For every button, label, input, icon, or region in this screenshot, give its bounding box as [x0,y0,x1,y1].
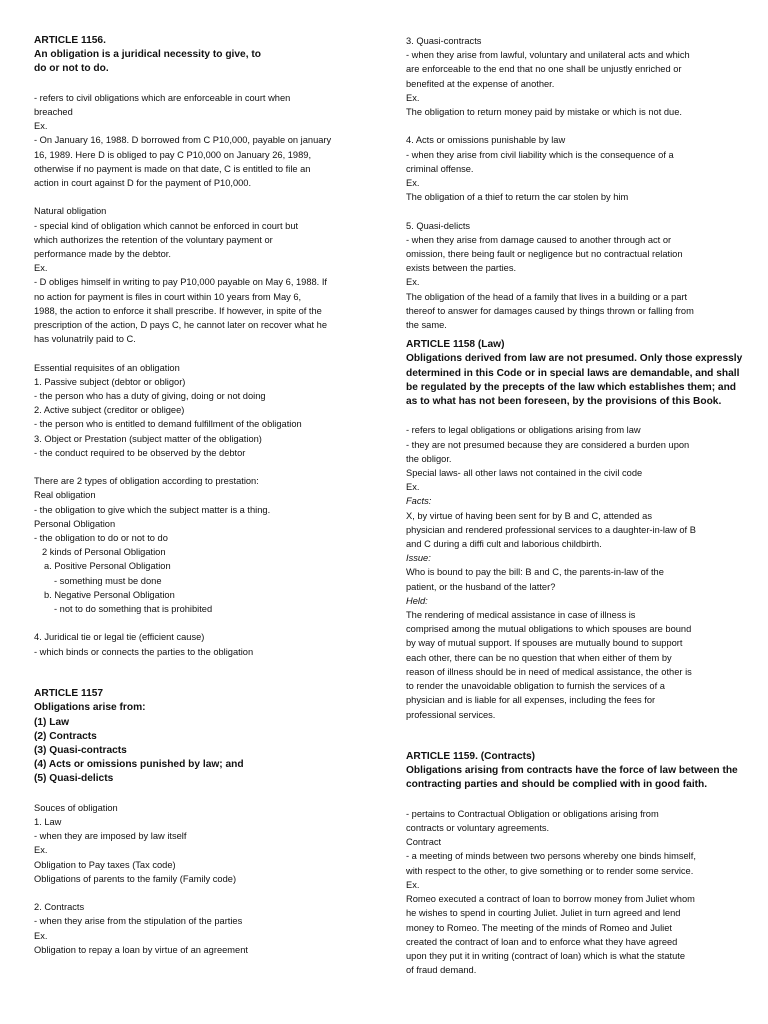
article-1157-heading: ARTICLE 1157 [34,688,104,700]
text-line: - which binds or connects the parties to the obligation [34,646,254,657]
text-line: no action for payment is files in court within 10 years from May 6, [34,291,302,302]
text-line: 4. Acts or omissions punishable by law [406,135,566,146]
text-line: - when they arise from lawful, voluntary and unilateral acts and which [406,50,690,61]
acts-omissions-section [406,133,738,204]
text-line: The obligation of the head of a family that lives in a building or a part [406,291,688,302]
text-line: Ex. [34,930,48,941]
text-line: Ex. [406,277,420,288]
natural-obligation-section [34,204,370,346]
text-line: - the person who has a duty of giving, doing or not doing [34,391,266,402]
contracts-source-section [34,900,370,957]
text-line: 2. Active subject (creditor or obligee) [34,405,185,416]
text-line: The obligation of a thief to return the car stolen by him [406,192,629,203]
text-line: - On January 16, 1988. D borrowed from C P10,000, payable on january [34,135,332,146]
text-line: - when they are imposed by law itself [34,831,187,842]
article-1156-heading: ARTICLE 1156. [34,35,106,46]
text-line: Ex. [406,482,420,493]
juridical-tie-section [34,630,370,658]
text-line: 1. Passive subject (debtor or obligor) [34,376,186,387]
text-line: - when they arise from the stipulation of the parties [34,916,243,927]
article-text-line: (4) Acts or omissions punished by law; and [34,759,244,771]
article-1157-section [34,687,370,786]
text-line: 4. Juridical tie or legal tie (efficient cause) [34,632,205,643]
text-line: - when they arise from civil liability which is the consequence of a [406,149,674,160]
sources-section [34,801,370,886]
text-line: - not to do something that is prohibited [54,604,213,615]
text-line: 2 kinds of Personal Obligation [42,547,166,558]
text-line: breached [34,107,73,117]
text-line: 1988, the action to enforce it shall prescribe. If however, in spite of the [34,305,322,316]
article-1156-text-line: An obligation is a juridical necessity to give, to [34,49,262,61]
text-line: Ex. [34,263,48,274]
section-heading: Natural obligation [34,206,107,217]
text-line: Real obligation [34,490,96,501]
text-line: b. Negative Personal Obligation [44,589,175,600]
issue-label: Issue: [406,553,431,564]
text-line: action in court against D for the payment of P10,000. [34,178,252,189]
text-line: - refers to legal obligations or obligations arising from law [406,425,641,436]
text-line: 5. Quasi-delicts [406,220,471,231]
text-line: professional services. [406,709,496,720]
text-line: a. Positive Personal Obligation [44,561,171,572]
text-line: comprised among the mutual obligations to which spouses are bound [406,624,692,635]
article-text-line: (1) Law [34,716,70,728]
text-line: contracts or voluntary agreements. [406,823,550,834]
facts-label: Facts: [406,496,432,507]
text-line: There are 2 types of obligation according to prestation: [34,476,259,487]
article-1158-section [406,338,743,409]
text-line: Who is bound to pay the bill: B and C, the parents-in-law of the [406,567,664,578]
text-line: - a meeting of minds between two persons whereby one binds himself, [406,851,696,862]
article-text-line: contracting parties and should be complied with in good faith. [406,779,708,791]
text-line: Contract [406,837,442,848]
contractual-obligation-section [406,807,738,977]
text-line: - the conduct required to be observed by the debtor [34,447,246,458]
article-text-line: Obligations derived from law are not presumed. Only those expressly [406,353,743,365]
text-line: the obligor. [406,453,452,464]
text-line: he wishes to spend in courting Juliet. Juliet in turn agreed and lend [406,908,681,919]
article-text-line: (5) Quasi-delicts [34,773,114,785]
text-line: Ex. [34,845,48,856]
text-line: Romeo executed a contract of loan to borrow money from Juliet whom [406,894,695,905]
article-1156-text-line: do or not to do. [34,63,109,75]
article-text-line: Obligations arising from contracts have the force of law between the [406,765,738,777]
text-line: 16, 1989. Here D is obliged to pay C P10,000 on January 26, 1989, [34,149,312,160]
text-line: Personal Obligation [34,518,116,529]
text-line: 3. Object or Prestation (subject matter of the obligation) [34,433,262,444]
text-line: - the person who is entitled to demand fulfillment of the obligation [34,419,302,430]
text-line: - they are not presumed because they are considered a burden upon [406,439,690,450]
article-text-line: as to what has not been foreseen, by the provisions of this Book. [406,396,722,408]
text-line: - something must be done [54,575,162,586]
text-line: and C during a diffi cult and laborious childbirth. [406,539,602,550]
text-line: Ex. [406,178,420,189]
article-text-line: (3) Quasi-contracts [34,745,127,757]
legal-obligation-section [406,423,738,721]
text-line: criminal offense. [406,163,474,174]
text-line: by way of mutual support. If spouses are mutually bound to support [406,638,683,649]
text-line: performance made by the debtor. [34,249,171,260]
article-text-line: (2) Contracts [34,730,97,742]
text-line: Ex. [406,879,420,890]
text-line: Special laws- all other laws not contained in the civil code [406,468,643,479]
section-heading: Essential requisites of an obligation [34,362,180,373]
text-line: patient, or the husband of the latter? [406,581,556,592]
text-line: prescription of the action, D pays C, he cannot later on recover what he [34,320,328,331]
text-line: The rendering of medical assistance in case of illness is [406,610,636,621]
article-1159-heading: ARTICLE 1159. (Contracts) [406,751,536,763]
text-line: 1. Law [34,817,62,828]
text-line: the same. [406,320,447,331]
text-line: has volunatrily paid to C. [34,334,136,345]
text-line: X, by virtue of having been sent for by B and C, attended as [406,510,653,521]
text-line: Ex. [406,92,420,103]
essential-requisites-section [34,361,370,460]
text-line: exists between the parties. [406,263,517,274]
article-1159-section [406,750,738,793]
types-section [34,474,370,616]
text-line: otherwise if no payment is made on that date, C is entitled to file an [34,163,311,174]
text-line: money to Romeo. The meeting of the minds of Romeo and Juliet [406,922,672,933]
text-line: Obligations of parents to the family (Family code) [34,873,237,884]
text-line: upon they put it in writing (contract of loan) which is what the statute [406,950,686,961]
text-line: - the obligation to give which the subject matter is a thing. [34,504,271,515]
text-line: 2. Contracts [34,902,85,913]
text-line: Obligation to Pay taxes (Tax code) [34,859,176,870]
text-line: each other, there can be no question that when either of them by [406,652,672,663]
text-line: The obligation to return money paid by mistake or which is not due. [406,107,682,118]
text-line: created the contract of loan and to enforce what they have agreed [406,936,678,947]
article-text-line: determined in this Code or in special laws are demandable, and shall [406,367,740,379]
text-line: with respect to the other, to give something or to render some service. [406,865,694,876]
civil-obligation-section [34,91,370,190]
held-label: Held: [406,595,428,606]
section-heading: Souces of obligation [34,802,118,813]
text-line: thereof to answer for damages caused by things thrown or falling from [406,305,694,316]
quasi-delicts-section [406,219,738,333]
text-line: - the obligation to do or not to do [34,533,168,544]
quasi-contracts-section [406,34,738,119]
text-line: Obligation to repay a loan by virtue of an agreement [34,944,248,955]
text-line: reason of illness should be in need of medical assistance, the other is [406,666,692,677]
text-line: omission, there being fault or negligence but no contractual relation [406,249,683,260]
text-line: to render the unavoidable obligation to furnish the services of a [406,681,665,692]
text-line: - special kind of obligation which cannot be enforced in court but [34,220,299,231]
text-line: benefited at the expense of another. [406,78,555,89]
text-line: - when they arise from damage caused to another through act or [406,234,672,245]
article-text-line: Obligations arise from: [34,702,146,714]
text-line: - refers to civil obligations which are enforceable in court when [34,92,291,103]
article-1158-heading: ARTICLE 1158 (Law) [406,339,505,351]
text-line: which authorizes the retention of the voluntary payment or [34,234,273,245]
text-line: - pertains to Contractual Obligation or obligations arising from [406,808,659,819]
text-line: Ex. [34,121,48,132]
text-line: 3. Quasi-contracts [406,36,482,46]
text-line: - D obliges himself in writing to pay P10,000 payable on May 6, 1988. If [34,277,328,288]
left-column [34,34,370,957]
text-line: physician and rendered professional services to a daughter-in-law of B [406,524,696,535]
text-line: are enforceable to the end that no one shall be unjustly enriched or [406,64,682,75]
text-line: of fraud demand. [406,965,477,976]
right-column [406,34,743,977]
article-text-line: be regulated by the precepts of the law which establishes them; and [406,381,737,393]
text-line: physician and is liable for all expenses, including the fees for [406,695,656,706]
